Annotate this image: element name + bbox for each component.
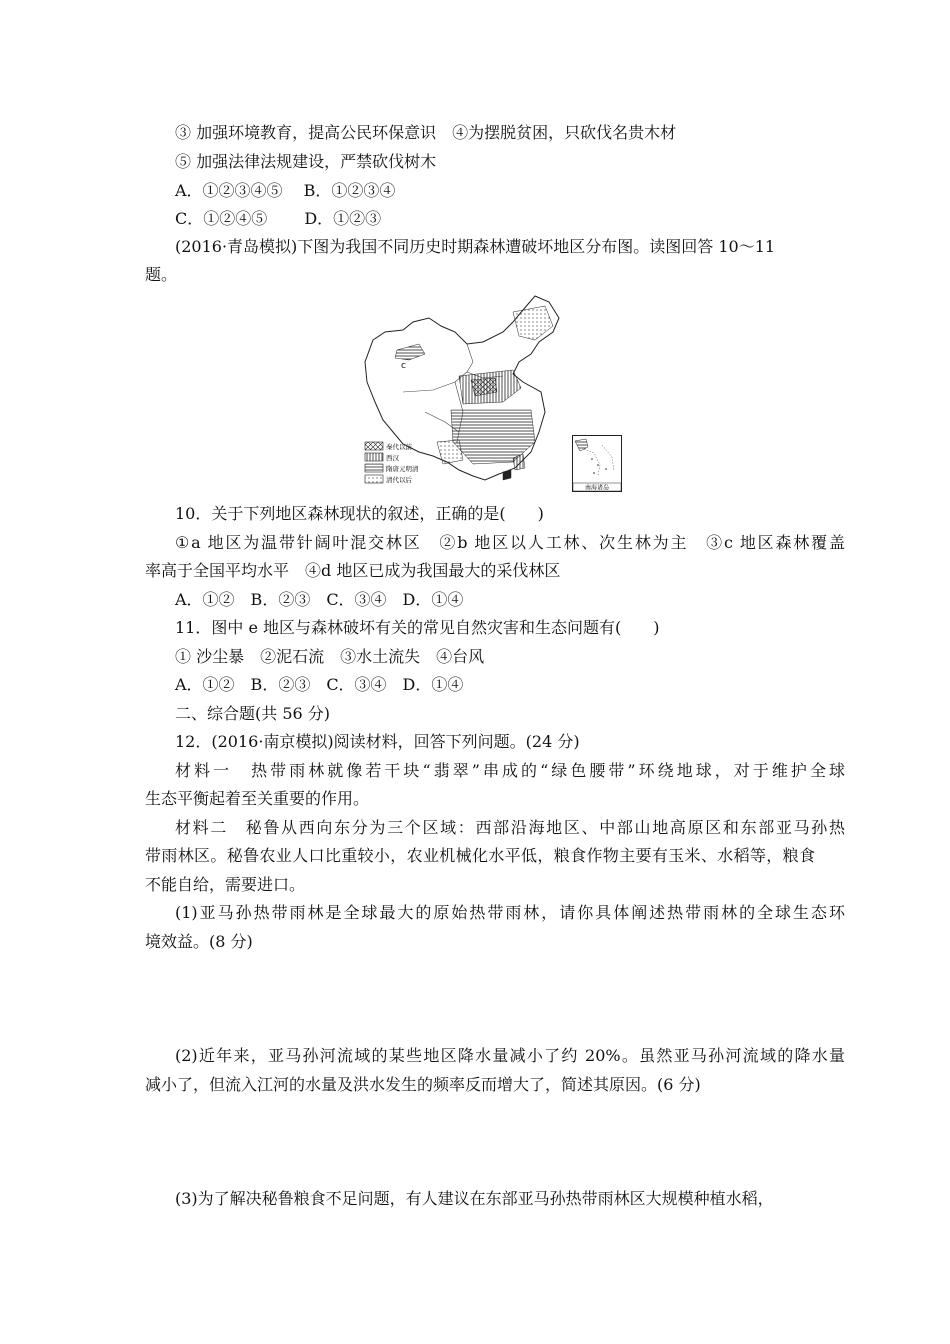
question-12: 12．(2016·南京模拟)阅读材料，回答下列问题。(24 分) (175, 732, 580, 751)
material-two-cont: 带雨林区。秘鲁农业人口比重较小，农业机械化水平低，粮食作物主要有玉米、水稻等，粮食 (145, 846, 815, 865)
region-e (437, 440, 463, 464)
sub-question-1: (1)亚马孙热带雨林是全球最大的原始热带雨林，请你具体阐述热带雨林的全球生态环 (175, 903, 845, 922)
answer-choices: A．①② B．②③ C．③④ D．①④ (175, 590, 464, 609)
question-intro-cont: 题。 (145, 265, 178, 284)
legend-label-sui-tang: 隋唐元明清 (386, 465, 419, 473)
material-two: 材料二 秘鲁从西向东分为三个区域：西部沿海地区、中部山地高原区和东部亚马孙热 (175, 818, 845, 837)
sub-question-3: (3)为了解决秘鲁粮食不足问题，有人建议在东部亚马孙热带雨林区大规模种植水稻， (175, 1189, 774, 1208)
material-one-cont: 生态平衡起着至关重要的作用。 (145, 789, 370, 808)
china-forest-map (363, 292, 563, 494)
legend-label-qing: 清代以后 (386, 476, 412, 484)
sub-question-2-cont: 减小了，但流入江河的水量及洪水发生的频率反而增大了，简述其原因。(6 分) (145, 1075, 701, 1094)
question-10-options-cont: 率高于全国平均水平 ④d 地区已成为我国最大的采伐林区 (145, 561, 561, 580)
question-10: 10．关于下列地区森林现状的叙述，正确的是( ) (175, 504, 544, 523)
answer-choices: A．①②③④⑤ B．①②③④ (175, 181, 396, 200)
map-legend (365, 442, 419, 484)
legend-label-qin: 秦代以前 (386, 443, 412, 451)
section-heading: 二、综合题(共 56 分) (175, 704, 331, 723)
option-line: ⑤ 加强法律法规建设，严禁砍伐树木 (175, 152, 437, 171)
legend-label-west-han: 西汉 (386, 454, 399, 462)
south-china-sea-inset (572, 435, 622, 492)
question-intro: (2016·青岛模拟)下图为我国不同历史时期森林遭破坏地区分布图。读图回答 10～11 (175, 237, 776, 256)
inset-label: 南海诸岛 (584, 484, 610, 492)
sub-question-2: (2)近年来，亚马孙河流域的某些地区降水量减小了约 20%。虽然亚马孙河流域的降水量 (175, 1046, 845, 1065)
svg-text:c: c (401, 361, 406, 371)
question-10-options: ①a 地区为温带针阔叶混交林区 ②b 地区以人工林、次生林为主 ③c 地区森林覆盖 (175, 533, 845, 552)
question-11: 11．图中 e 地区与森林破坏有关的常见自然灾害和生态问题有( ) (175, 618, 660, 637)
material-one: 材料一 热带雨林就像若干块“翡翠”串成的“绿色腰带”环绕地球，对于维护全球 (175, 761, 845, 780)
question-11-options: ① 沙尘暴 ②泥石流 ③水土流失 ④台风 (175, 647, 485, 666)
option-line: ③ 加强环境教育，提高公民环保意识 ④为摆脱贫困，只砍伐名贵木材 (175, 123, 677, 142)
answer-choices: C．①②④⑤ D．①②③ (175, 209, 382, 228)
answer-choices: A．①② B．②③ C．③④ D．①④ (175, 675, 464, 694)
material-two-cont: 不能自给，需要进口。 (145, 875, 306, 894)
sub-question-1-cont: 境效益。(8 分) (145, 932, 253, 951)
